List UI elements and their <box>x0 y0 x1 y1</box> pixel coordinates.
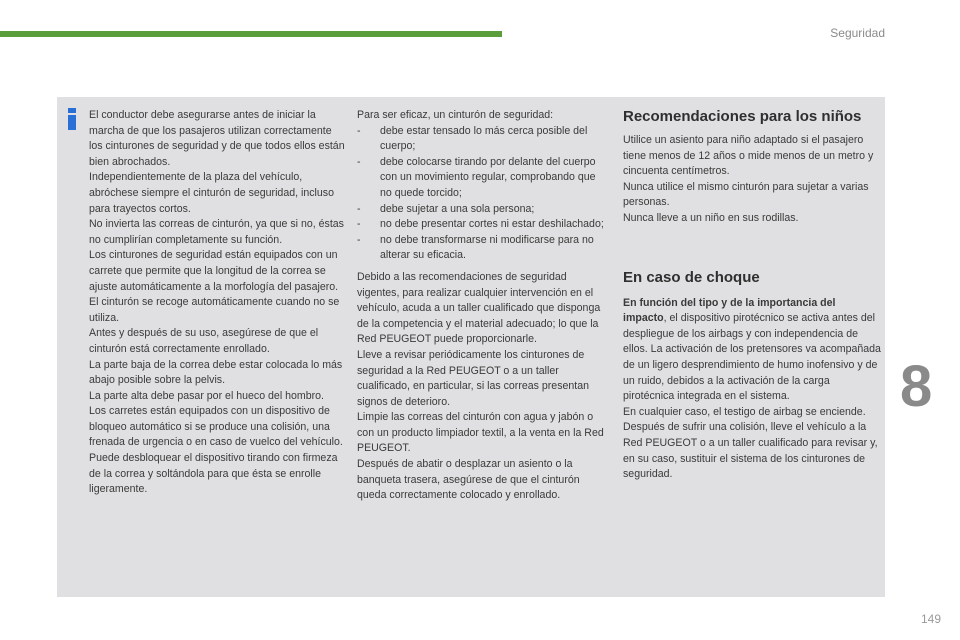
section-title: Seguridad <box>830 26 885 40</box>
crash-lead: En función del tipo y de la importancia del impacto <box>623 296 836 325</box>
paragraph: Limpie las correas del cinturón con agua y jabón o con un producto limpiador textil, a la venta en la Red PEUGEOT. <box>357 411 604 455</box>
list-item: - no debe transformarse ni modificarse para no alterar su eficacia. <box>357 233 607 264</box>
crash-lead-rest: , el dispositivo pirotécnico se activa antes del despliegue de los airbags y con independencia de ellos. La activación de los pretensores va acompañada de un ligero desprendimiento de humo inofensivo y de un ruido, debidos a la activación de la carga pirotécnica integrada en el sistema. <box>623 312 881 403</box>
seatbelt-efficacy-column <box>357 108 607 504</box>
page-number: 149 <box>920 612 941 626</box>
children-heading: Recomendaciones para los niños <box>623 108 862 125</box>
header-accent-bar <box>0 31 502 37</box>
paragraph: El conductor debe asegurarse antes de iniciar la marcha de que los pasajeros utilizan correctamente los cinturones de seguridad y de que todos ellos están bien abrochados. <box>89 109 345 168</box>
paragraph: Utilice un asiento para niño adaptado si el pasajero tiene menos de 12 años o mide menos de un metro y cincuenta centímetros. <box>623 134 874 178</box>
list-item: - no debe presentar cortes ni estar deshilachado; <box>357 217 607 233</box>
paragraph: Nunca utilice el mismo cinturón para sujetar a varias personas. <box>623 180 869 209</box>
paragraph: Después de sufrir una colisión, lleve el vehículo a la Red PEUGEOT o a un taller cualificado para revisar y, en su caso, sustituir el sistema de los cinturones de seguridad. <box>623 421 878 481</box>
intro-text: Para ser eficaz, un cinturón de seguridad: <box>357 109 554 121</box>
paragraph: Antes y después de su uso, asegúrese de que el cinturón está correctamente enrollado. <box>89 327 319 355</box>
crash-paragraph <box>623 296 881 405</box>
paragraph: Lleve a revisar periódicamente los cinturones de seguridad a la Red PEUGEOT o a un taller cualificado, en particular, si las correas presentan signos de deterioro. <box>357 348 590 408</box>
paragraph: Nunca lleve a un niño en sus rodillas. <box>623 211 799 224</box>
paragraph: La parte alta debe pasar por el hueco del hombro. <box>89 389 324 402</box>
list-item: - debe colocarse tirando por delante del cuerpo con un movimiento regular, comprobando que no quede torcido; <box>357 155 607 202</box>
paragraph: Los carretes están equipados con un dispositivo de bloqueo automático si se produce una colisión, una frenada de urgencia o en caso de vuelco del vehículo. Puede desbloquear el dispositivo tirando con firmeza de la correa y soltándola para que ésta se enrolle ligeramente. <box>89 405 343 496</box>
crash-heading: En caso de choque <box>623 268 760 286</box>
paragraph: En cualquier caso, el testigo de airbag se enciende. <box>623 405 866 418</box>
paragraph: La parte baja de la correa debe estar colocada lo más abajo posible sobre la pelvis. <box>89 358 343 387</box>
seatbelt-info-column <box>89 108 347 498</box>
list-item: - debe estar tensado lo más cerca posible del cuerpo; <box>357 124 607 155</box>
paragraph: Debido a las recomendaciones de seguridad vigentes, para realizar cualquier intervención en el vehículo, acuda a un taller cualificado que disponga de la competencia y el material adecuado; lo que la Red PEUGEOT puede proporcionarle. <box>357 270 601 346</box>
chapter-number: 8 <box>900 354 933 419</box>
paragraph: Independientemente de la plaza del vehículo, abróchese siempre el cinturón de seguridad, incluso para trayectos cortos. <box>89 171 334 215</box>
paragraph: No invierta las correas de cinturón, ya que si no, éstas no cumplirían completamente su función. <box>89 218 344 246</box>
efficacy-list <box>357 124 607 264</box>
paragraph: Después de abatir o desplazar un asiento o la banqueta trasera, asegúrese de que el cinturón queda correctamente colocado y enrollado. <box>357 458 580 502</box>
recommendations-column <box>623 108 881 483</box>
paragraph: Los cinturones de seguridad están equipados con un carrete que permite que la longitud de la correa se ajuste automáticamente a la morfología del pasajero. El cinturón se recoge automáticamente cuando no se utiliza. <box>89 249 340 324</box>
list-item: - debe sujetar a una sola persona; <box>357 202 607 218</box>
info-icon <box>67 108 78 130</box>
